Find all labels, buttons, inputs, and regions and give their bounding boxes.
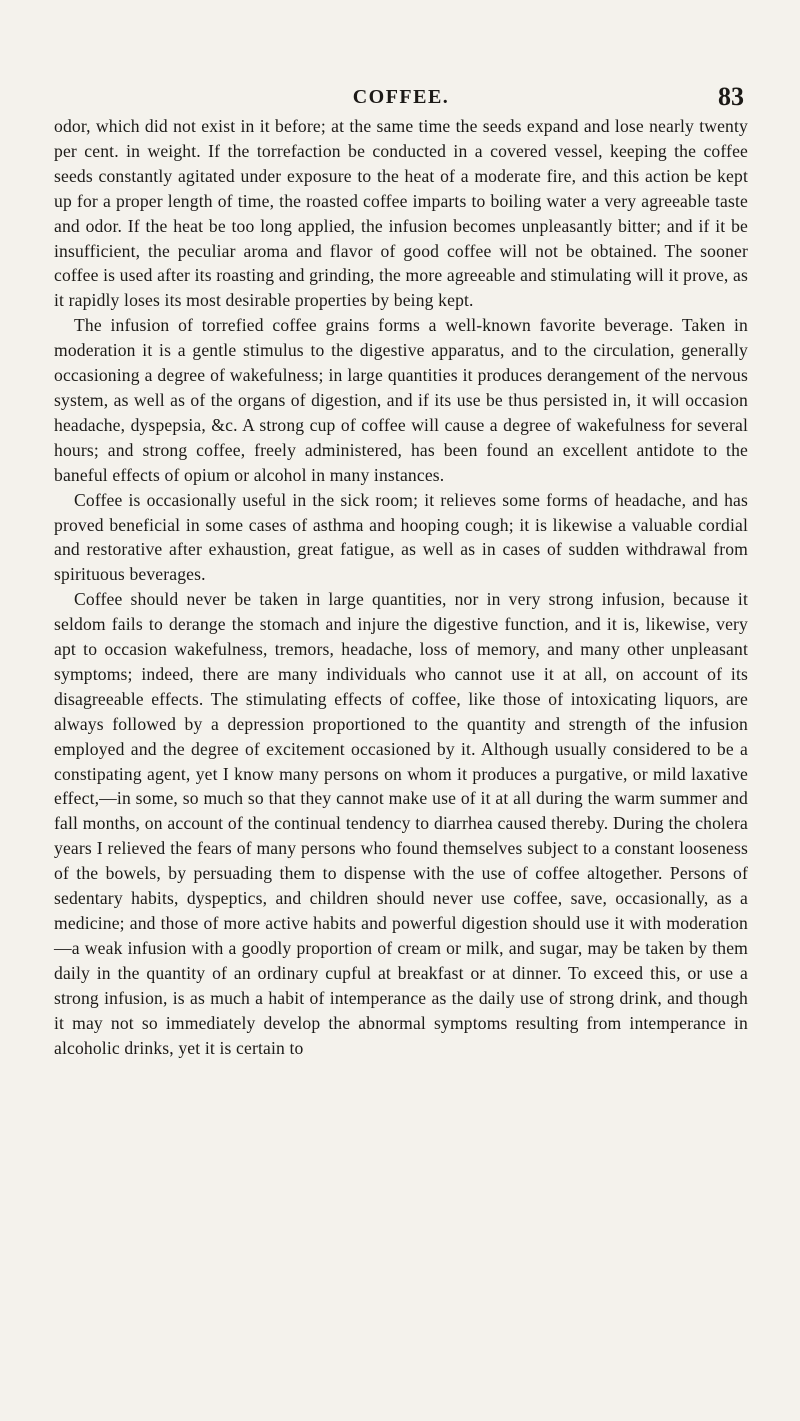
running-head bbox=[54, 78, 748, 111]
body-text bbox=[54, 114, 748, 1060]
running-title: COFFEE. bbox=[352, 86, 450, 108]
paragraph-sick-room: Coffee is occasionally useful in the sick room; it relieves some forms of headache, and has proved beneficial in some cases of asthma and hooping cough; it is likewise a valuable cordial and restorative after exhaustion, great fatigue, as well as in cases of sudden withdrawal from spirituous beverages. bbox=[54, 489, 748, 585]
paragraph-infusion: The infusion of torrefied coffee grains forms a well-known favorite beverage. Taken in moderation it is a gentle stimulus to the digestive apparatus, and to the circulation, generally occasioning a degree of wakefulness; in large quantities it produces derangement of the nervous system, as well as of the organs of digestion, and if its use be thus persisted in, it will occasion headache, dyspepsia, &c. A strong cup of coffee will cause a degree of wakefulness for several hours; and strong coffee, freely administered, has been found an excellent antidote to the baneful effects of opium or alcohol in many instances. bbox=[54, 315, 748, 485]
paragraph-cautions: Coffee should never be taken in large quantities, nor in very strong infusion, because it seldom fails to derange the stomach and injure the digestive function, and it is, likewise, very apt to occasion wakefulness, tremors, headache, loss of memory, and many other unpleasant symptoms; indeed, there are many individuals who cannot use it at all, on account of its disagreeable effects. The stimulating effects of coffee, like those of intoxicating liquors, are always followed by a depression proportioned to the quantity and strength of the infusion employed and the degree of excitement occasioned by it. Although usually considered to be a constipating agent, yet I know many persons on whom it produces a purgative, or mild laxative effect,—in some, so much so that they cannot make use of it at all during the warm summer and fall months, on account of the continual tendency to diarrhea caused thereby. During the cholera years I relieved the fears of many persons who found themselves subject to a constant looseness of the bowels, by persuading them to dispense with the use of coffee altogether. Persons of sedentary habits, dyspeptics, and children should never use coffee, save, occasionally, as a medicine; and those of more active habits and powerful digestion should use it with moderation—a weak infusion with a goodly proportion of cream or milk, and sugar, may be taken by them daily in the quantity of an ordinary cupful at breakfast or at dinner. To exceed this, or use a strong infusion, is as much a habit of intemperance as the daily use of strong drink, and though it may not so immediately develop the abnormal symptoms resulting from intemperance in alcoholic drinks, yet it is certain to bbox=[54, 589, 748, 1058]
paragraph-continued: odor, which did not exist in it before; at the same time the seeds expand and lose nearly twenty per cent. in weight. If the torrefaction be conducted in a covered vessel, keeping the coffee seeds constantly agitated under exposure to the heat of a moderate fire, and this action be kept up for a proper length of time, the roasted coffee imparts to boiling water a very agreeable taste and odor. If the heat be too long applied, the infusion becomes unpleasantly bitter; and if it be insufficient, the peculiar aroma and flavor of good coffee will not be obtained. The sooner coffee is used after its roasting and grinding, the more agreeable and stimulating will it prove, as it rapidly loses its most desirable properties by being kept. bbox=[54, 116, 748, 311]
page-number: 83 bbox=[718, 82, 744, 111]
